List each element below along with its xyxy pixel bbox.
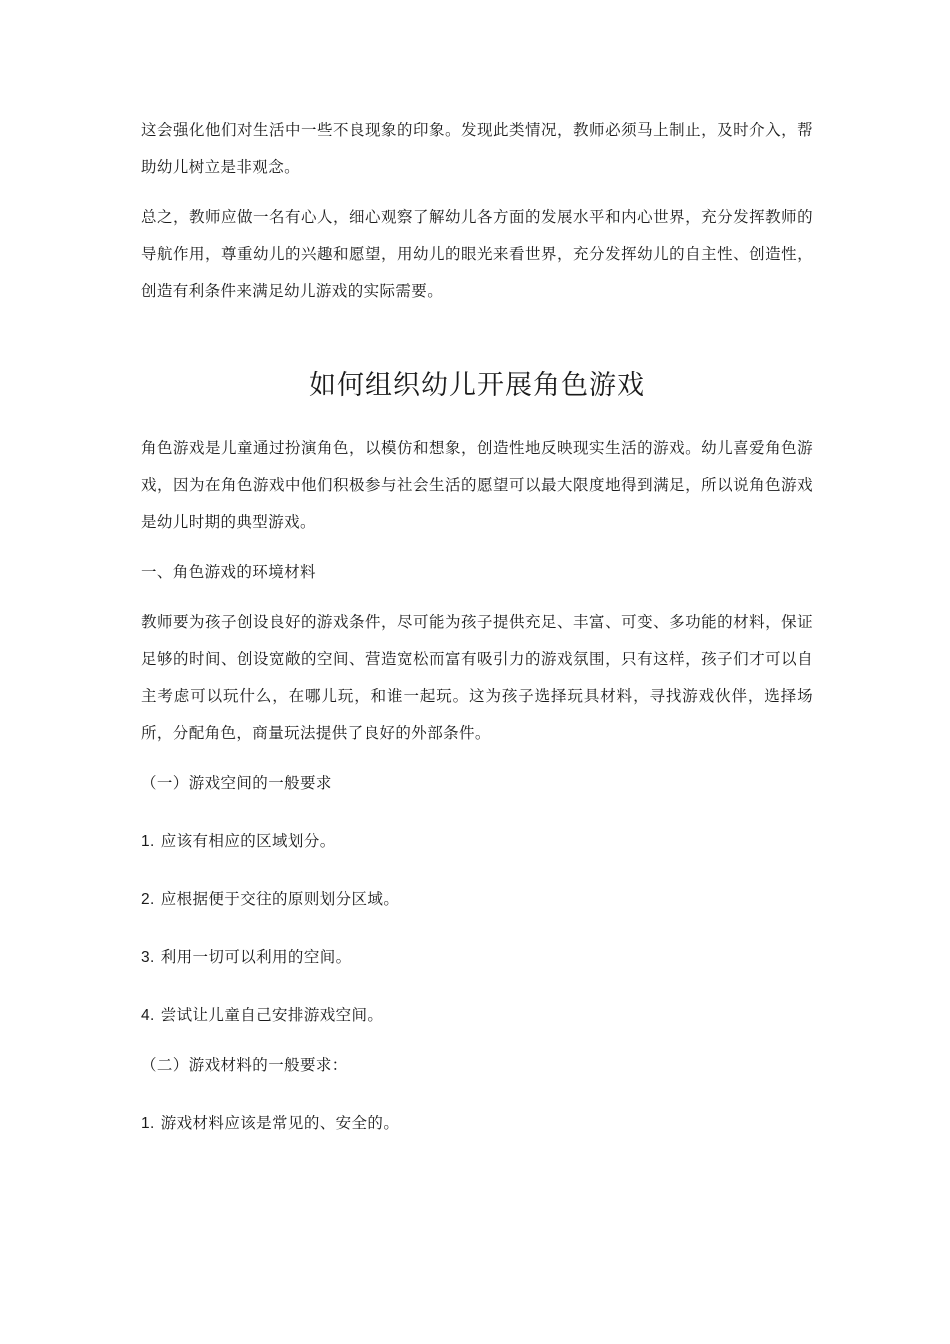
subsection-heading-materials: （二）游戏材料的一般要求： (141, 1056, 348, 1074)
list-item-text: 应根据便于交往的原则划分区域。 (160, 890, 400, 908)
intro-paragraph: 角色游戏是儿童通过扮演角色，以模仿和想象，创造性地反映现实生活的游戏。幼儿喜爱角色游戏，因为在角色游戏中他们积极参与社会生活的愿望可以最大限度地得到满足，所以说角色游戏是幼儿时期的典型游戏。 (141, 439, 813, 531)
list-item-number: 1. (141, 1115, 155, 1132)
list-item (141, 997, 813, 1034)
list-item (141, 939, 813, 976)
list-item-number: 2. (141, 891, 155, 908)
list-item-number: 4. (141, 1007, 155, 1024)
subsection-heading-space: （一）游戏空间的一般要求 (141, 774, 332, 792)
document-page (141, 112, 813, 1142)
list-item-text: 游戏材料应该是常见的、安全的。 (160, 1114, 400, 1132)
article-title: 如何组织幼儿开展角色游戏 (309, 370, 645, 401)
section-heading: 一、角色游戏的环境材料 (141, 563, 316, 581)
list-item-text: 尝试让儿童自己安排游戏空间。 (160, 1006, 384, 1024)
list-item (141, 823, 813, 860)
list-item-number: 1. (141, 833, 155, 850)
list-item-number: 3. (141, 949, 155, 966)
section-body: 教师要为孩子创设良好的游戏条件，尽可能为孩子提供充足、丰富、可变、多功能的材料，保证足够的时间、创设宽敞的空间、营造宽松而富有吸引力的游戏氛围，只有这样，孩子们才可以自主考虑可以玩什么，在哪儿玩，和谁一起玩。这为孩子选择玩具材料，寻找游戏伙伴，选择场所，分配角色，商量玩法提供了良好的外部条件。 (141, 613, 813, 742)
list-item-text: 应该有相应的区域划分。 (160, 832, 336, 850)
list-item-text: 利用一切可以利用的空间。 (160, 948, 352, 966)
paragraph-continuation: 这会强化他们对生活中一些不良现象的印象。发现此类情况，教师必须马上制止，及时介入，帮助幼儿树立是非观念。 (141, 121, 813, 176)
paragraph-conclusion: 总之，教师应做一名有心人，细心观察了解幼儿各方面的发展水平和内心世界，充分发挥教师的导航作用，尊重幼儿的兴趣和愿望，用幼儿的眼光来看世界，充分发挥幼儿的自主性、创造性，创造有利条件来满足幼儿游戏的实际需要。 (141, 208, 813, 300)
list-item (141, 881, 813, 918)
list-item (141, 1105, 813, 1142)
